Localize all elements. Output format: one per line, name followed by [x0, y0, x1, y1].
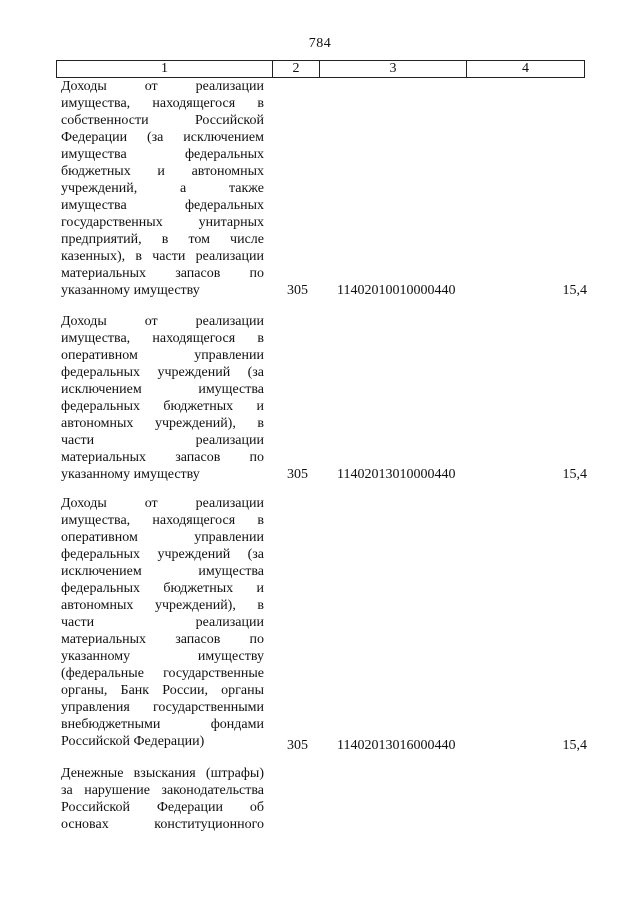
description-line: имущества федеральных	[61, 147, 264, 162]
description-line: учреждений, а также	[61, 181, 264, 196]
description-line: Федерации (за исключением	[61, 130, 264, 145]
description-line: Денежные взыскания (штрафы)	[61, 766, 264, 781]
description-line: указанному имуществу	[61, 467, 200, 482]
amount-value: 15,4	[562, 738, 587, 753]
description-line: оперативном управлении	[61, 348, 264, 363]
description-line: материальных запасов по	[61, 450, 264, 465]
description-line: (федеральные государственные	[61, 666, 264, 681]
column-header-4: 4	[522, 61, 529, 76]
description-line: Российской Федерации об	[61, 800, 264, 815]
description-line: Российской Федерации)	[61, 734, 205, 749]
description-line: указанному имуществу	[61, 283, 200, 298]
budget-classification-code: 11402013010000440	[337, 467, 456, 482]
description-line: федеральных учреждений (за	[61, 547, 264, 562]
description-line: материальных запасов по	[61, 266, 264, 281]
description-line: части реализации	[61, 615, 264, 630]
column-header-2: 2	[273, 61, 320, 77]
description-line: органы, Банк России, органы	[61, 683, 264, 698]
row-description	[61, 78, 264, 299]
admin-code: 305	[287, 738, 308, 753]
admin-code: 305	[287, 467, 308, 482]
description-line: материальных запасов по	[61, 632, 264, 647]
description-line: бюджетных и автономных	[61, 164, 264, 179]
description-line: внебюджетными фондами	[61, 717, 264, 732]
description-line: имущества, находящегося в	[61, 96, 264, 111]
page-number: 784	[308, 36, 332, 51]
description-line: государственных унитарных	[61, 215, 264, 230]
table-header	[56, 60, 585, 78]
description-line: казенных), в части реализации	[61, 249, 264, 264]
description-line: имущества федеральных	[61, 198, 264, 213]
description-line: части реализации	[61, 433, 264, 448]
description-line: указанному имуществу	[61, 649, 264, 664]
row-description	[61, 765, 264, 833]
description-line: федеральных бюджетных и	[61, 399, 264, 414]
description-line: имущества, находящегося в	[61, 513, 264, 528]
row-description	[61, 495, 264, 750]
description-line: исключением имущества	[61, 382, 264, 397]
column-header-3: 3	[320, 61, 467, 77]
admin-code: 305	[287, 283, 308, 298]
amount-value: 15,4	[562, 283, 587, 298]
description-line: исключением имущества	[61, 564, 264, 579]
description-line: управления государственными	[61, 700, 264, 715]
description-line: автономных учреждений), в	[61, 598, 264, 613]
description-line: за нарушение законодательства	[61, 783, 264, 798]
description-line: основах конституционного	[61, 817, 264, 832]
description-line: имущества, находящегося в	[61, 331, 264, 346]
description-line: Доходы от реализации	[61, 496, 264, 511]
description-line: Доходы от реализации	[61, 79, 264, 94]
description-line: федеральных бюджетных и	[61, 581, 264, 596]
column-header-1: 1	[57, 61, 273, 77]
budget-classification-code: 11402010010000440	[337, 283, 456, 298]
description-line: оперативном управлении	[61, 530, 264, 545]
description-line: предприятий, в том числе	[61, 232, 264, 247]
row-description	[61, 313, 264, 483]
description-line: федеральных учреждений (за	[61, 365, 264, 380]
amount-value: 15,4	[562, 467, 587, 482]
description-line: собственности Российской	[61, 113, 264, 128]
budget-classification-code: 11402013016000440	[337, 738, 456, 753]
description-line: автономных учреждений), в	[61, 416, 264, 431]
description-line: Доходы от реализации	[61, 314, 264, 329]
